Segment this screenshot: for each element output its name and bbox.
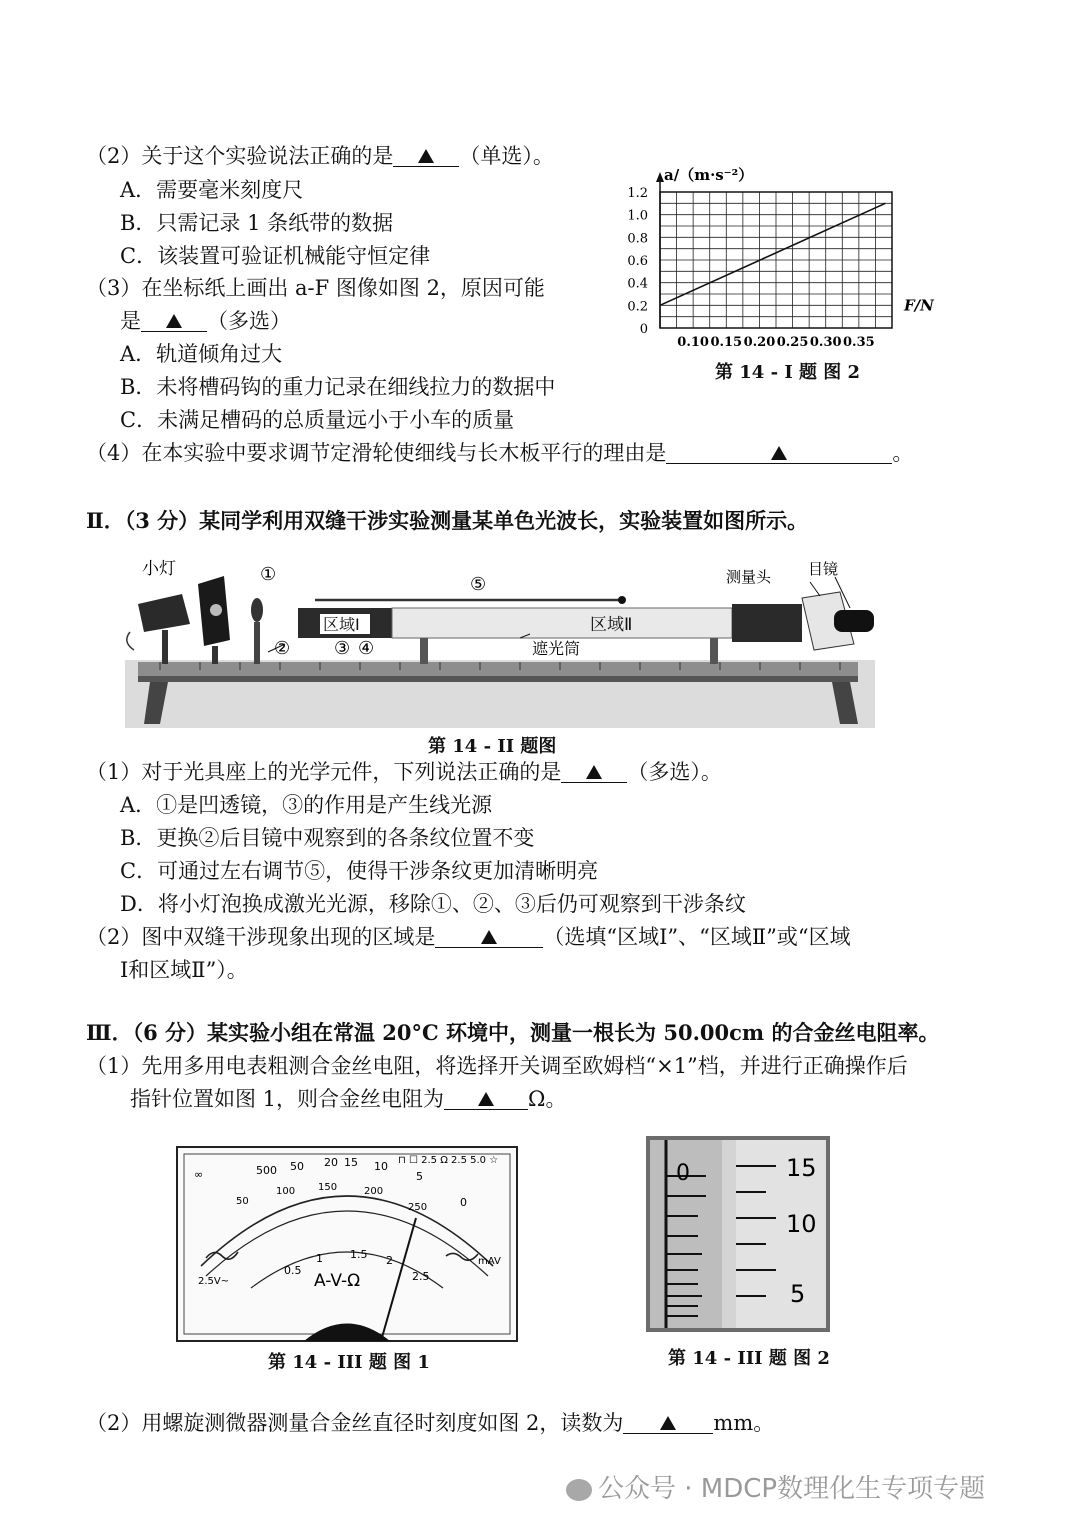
micrometer-photo [646,1136,830,1332]
svg-text:2.5: 2.5 [412,1270,430,1283]
lamp-shade [138,594,190,632]
q1-p3-stem1: （3）在坐标纸上画出 a-F 图像如图 2，原因可能 [86,276,545,300]
svg-text:20: 20 [324,1156,338,1169]
q1-p3-option-c: C．未满足槽码的总质量远小于小车的质量 [120,408,515,432]
answer-blank[interactable] [141,307,207,332]
thimble-15: 15 [786,1154,817,1182]
answer-blank[interactable] [623,1409,713,1434]
svg-text:2.5V~: 2.5V~ [198,1276,230,1287]
q2-header: Ⅱ．（3 分）某同学利用双缝干涉实验测量某单色光波长，实验装置如图所示。 [86,508,809,533]
svg-text:∞: ∞ [194,1168,204,1181]
q2-p2-line2: Ⅰ和区域Ⅱ”）。 [120,958,248,982]
label-lamp: 小灯 [142,559,176,579]
element-1 [251,598,263,622]
triangle-icon [418,149,434,163]
label-c4: ④ [358,638,375,659]
q1-p4-stem: （4）在本实验中要求调节定滑轮使细线与长木板平行的理由是 。 [86,441,914,465]
x-tick-label: 0.20 [743,335,776,350]
svg-text:0.5: 0.5 [284,1264,302,1277]
eyepiece [834,610,874,632]
thimble-10: 10 [786,1210,817,1238]
x-tick-label: 0.10 [677,335,709,350]
label-eyepiece: 目镜 [808,560,839,578]
label-c5: ⑤ [470,574,487,595]
q3-cap1: 第 14 - III 题 图 1 [268,1352,430,1373]
q2-fig-caption: 第 14 - II 题图 [428,736,557,757]
q3-header: Ⅲ．（6 分）某实验小组在常温 20°C 环境中，测量一根长为 50.00cm 的合金丝电阻率。 [86,1020,940,1045]
answer-blank[interactable] [561,758,627,783]
svg-text:150: 150 [318,1182,338,1193]
q3-p1-line1: （1）先用多用电表粗测合金丝电阻，将选择开关调至欧姆档“×1”档，并进行正确操作后 [86,1054,908,1078]
svg-text:2: 2 [386,1254,393,1267]
thimble-5: 5 [790,1280,806,1308]
q2-p1-option-b: B．更换②后目镜中观察到的各条纹位置不变 [120,826,535,850]
svg-text:500: 500 [256,1164,277,1177]
y-tick-label: 1.2 [627,186,648,201]
q3-cap2: 第 14 - III 题 图 2 [668,1348,830,1369]
q2-p2-stem: （2）图中双缝干涉现象出现的区域是 （选填“区域Ⅰ”、“区域Ⅱ”或“区域 [86,925,851,949]
chart-caption: 第 14 - I 题 图 2 [715,362,861,383]
answer-blank[interactable] [435,923,543,948]
label-head: 测量头 [726,568,772,586]
y-tick-label: 0.2 [627,299,648,315]
q2-p1-option-a: A．①是凹透镜，③的作用是产生线光源 [120,793,493,817]
watermark: 公众号 · MDCP数理化生专项专题 [566,1468,985,1505]
series-line-a-f [660,203,885,305]
triangle-icon [771,446,787,460]
q1-p2-option-a: A．需要毫米刻度尺 [120,178,304,202]
svg-text:1: 1 [316,1252,323,1265]
q2-p1-stem: （1）对于光具座上的光学元件，下列说法正确的是 （多选）。 [86,760,722,784]
x-tick-label: 0.30 [809,335,842,350]
label-c2: ② [274,638,291,659]
label-c3: ③ [334,638,351,659]
svg-text:50: 50 [236,1196,249,1207]
y-tick-label: 0.8 [627,231,648,247]
triangle-icon [586,765,602,779]
wechat-icon [566,1479,592,1501]
q1-p2-option-c: C．该装置可验证机械能守恒定律 [120,244,431,268]
a-f-chart [600,160,950,380]
y-axis-label: a/（m·s⁻²） [664,166,754,184]
label-region1: 区域Ⅰ [323,615,360,634]
q1-p2-option-b: B．只需记录 1 条纸带的数据 [120,211,394,235]
label-c1: ① [260,564,277,585]
svg-text:1.5: 1.5 [350,1248,368,1261]
multimeter-dial [176,1146,518,1342]
triangle-icon [660,1416,676,1430]
label-region2: 区域Ⅱ [590,615,633,635]
meter-dial-label: A-V-Ω [314,1271,361,1291]
q1-p3-option-b: B．未将槽码钩的重力记录在细线拉力的数据中 [120,375,556,399]
x-axis-label: F/N [904,296,934,315]
y-tick-label: 0.6 [627,254,648,269]
svg-text:200: 200 [364,1186,384,1197]
x-tick-label: 0.25 [776,335,809,350]
x-tick-label: 0.15 [710,335,743,350]
svg-text:50: 50 [290,1160,304,1173]
svg-text:250: 250 [408,1202,428,1213]
answer-blank[interactable] [666,439,892,464]
light-shield-tube [392,608,732,638]
svg-text:mAV: mAV [478,1256,501,1267]
q2-p1-option-d: D．将小灯泡换成激光光源，移除①、②、③后仍可观察到干涉条纹 [120,892,746,916]
label-tube: 遮光筒 [532,639,581,658]
triangle-icon [481,930,497,944]
sleeve-zero: 0 [676,1161,690,1186]
q1-p3-stem2: 是 （多选） [120,309,291,333]
optical-rail [138,662,858,676]
svg-text:⊓ ☐ 2.5 Ω 2.5 5.0 ☆: ⊓ ☐ 2.5 Ω 2.5 5.0 ☆ [398,1155,499,1166]
q1-p3-option-a: A．轨道倾角过大 [120,342,283,366]
q3-p2-stem: （2）用螺旋测微器测量合金丝直径时刻度如图 2，读数为 mm。 [86,1411,775,1435]
measuring-head [732,604,802,642]
svg-text:15: 15 [344,1156,358,1169]
q3-p1-line2: 指针位置如图 1，则合金丝电阻为 Ω。 [130,1087,567,1111]
y-tick-label: 0.4 [627,276,648,292]
svg-text:100: 100 [276,1186,296,1197]
x-tick-label: 0.35 [843,335,875,350]
y-axis-arrow [656,172,664,182]
q1-p2-stem: （2）关于这个实验说法正确的是 （单选）。 [86,144,554,168]
y-tick-label: 0 [639,322,648,337]
triangle-icon [478,1092,494,1106]
svg-text:10: 10 [374,1160,388,1173]
svg-text:0: 0 [460,1196,467,1209]
answer-blank[interactable] [393,142,459,167]
double-slit-apparatus [120,552,880,730]
answer-blank[interactable] [444,1085,528,1110]
svg-text:5: 5 [416,1170,423,1183]
q2-p1-option-c: C．可通过左右调节⑤，使得干涉条纹更加清晰明亮 [120,859,599,883]
triangle-icon [166,314,182,328]
y-tick-label: 1.0 [627,208,648,224]
